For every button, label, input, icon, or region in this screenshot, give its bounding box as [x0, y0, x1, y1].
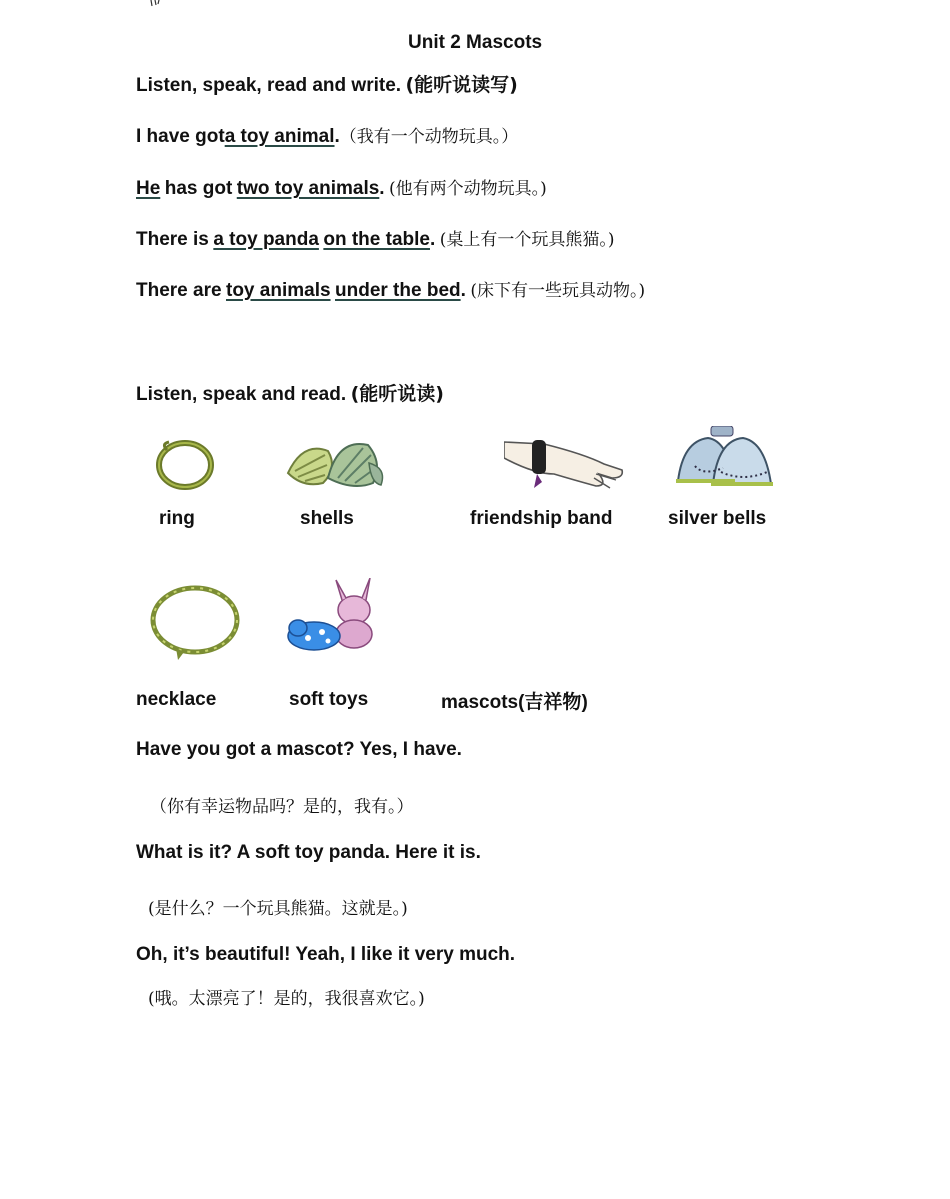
- silver-bells-image: [673, 426, 775, 494]
- sentence-4: There are toy animals under the bed. (床下有一些玩具动物。): [136, 280, 646, 301]
- dialogue-1-en: Have you got a mascot? Yes, I have.: [136, 739, 462, 760]
- section2-heading: Listen, speak and read. (能听说读): [136, 383, 444, 405]
- dialogue-1-cn: （你有幸运物品吗？是的，我有。）: [150, 797, 414, 817]
- item-silver-bells: silver bells: [668, 508, 767, 529]
- dialogue-3-en: Oh, it’s beautiful! Yeah, I like it very much.: [136, 944, 516, 965]
- item-friendship-band: friendship band: [470, 508, 613, 529]
- ring-image: [153, 436, 219, 496]
- sentence-2: He has got two toy animals. (他有两个动物玩具。): [136, 178, 547, 199]
- page-title: Unit 2 Mascots: [408, 32, 543, 53]
- friendship-band-image: [504, 434, 626, 494]
- item-necklace: necklace: [136, 689, 217, 710]
- scan-mark: [148, 0, 164, 8]
- sentence-1: I have gota toy animal.（我有一个动物玩具。）: [136, 126, 519, 147]
- dialogue-2-en: What is it? A soft toy panda. Here it is.: [136, 842, 481, 863]
- dialogue-2-cn: (是什么？一个玩具熊猫。这就是。): [148, 899, 408, 919]
- shells-image: [283, 433, 389, 493]
- sentence-3: There is a toy panda on the table. (桌上有一个玩具熊猫。): [136, 229, 615, 250]
- soft-toys-image: [286, 578, 376, 656]
- necklace-image: [148, 582, 242, 666]
- item-soft-toys: soft toys: [289, 689, 369, 710]
- item-ring: ring: [159, 508, 195, 529]
- section1-heading: Listen, speak, read and write. (能听说读写): [136, 74, 518, 96]
- mascots-label: mascots(吉祥物): [441, 691, 588, 713]
- item-shells: shells: [300, 508, 354, 529]
- dialogue-3-cn: (哦。太漂亮了！是的，我很喜欢它。): [148, 989, 425, 1009]
